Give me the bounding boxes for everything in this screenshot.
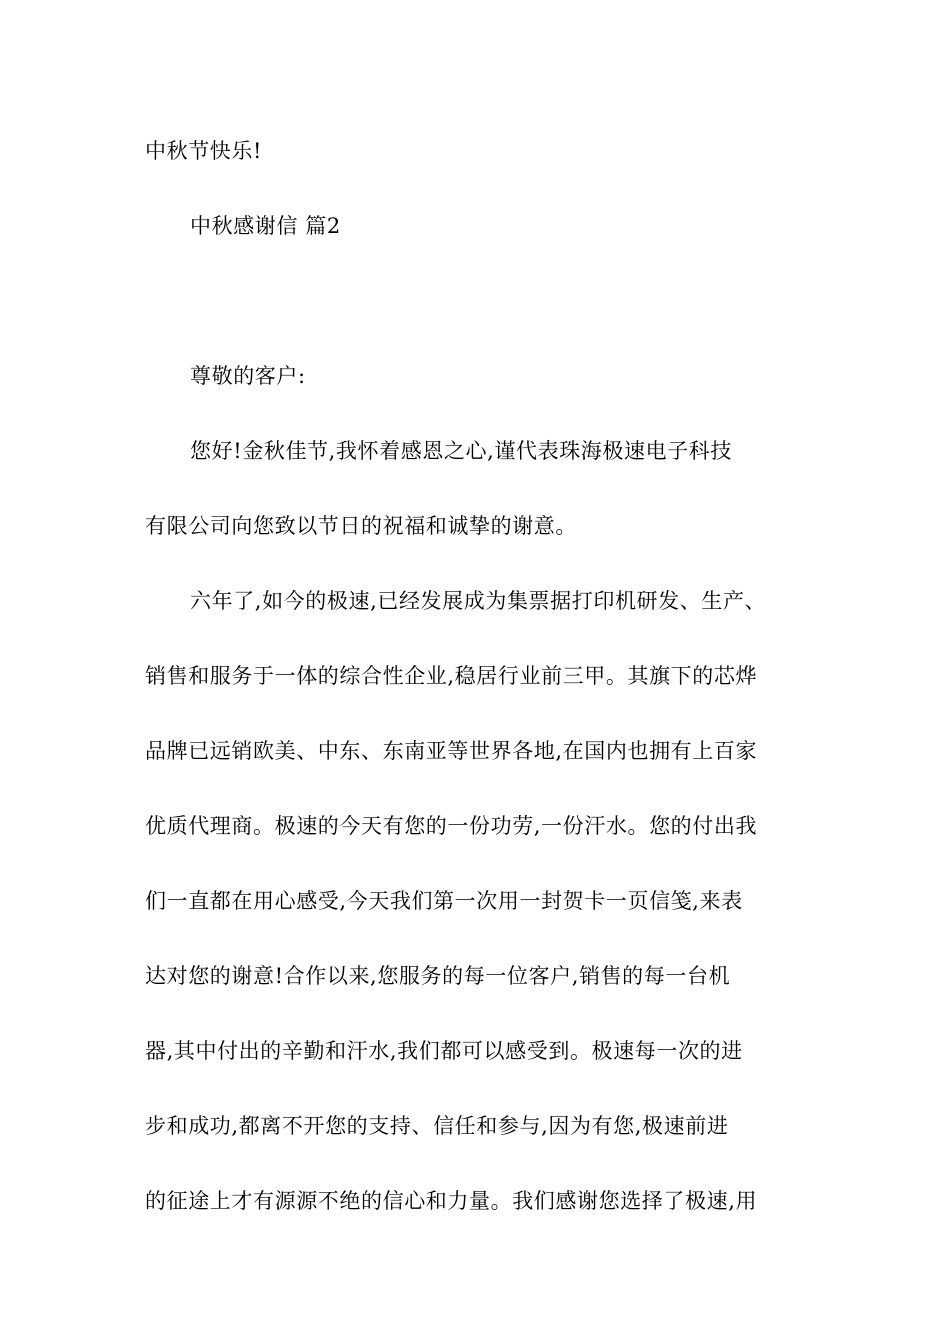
- salutation: 尊敬的客户:: [190, 364, 306, 388]
- body-line: 有限公司向您致以节日的祝福和诚挚的谢意。: [145, 514, 577, 538]
- body-line: 优质代理商。极速的今天有您的一份功劳,一份汗水。您的付出我: [145, 814, 758, 838]
- body-line: 您好!金秋佳节,我怀着感恩之心,谨代表珠海极速电子科技: [190, 439, 732, 463]
- body-line: 器,其中付出的辛勤和汗水,我们都可以感受到。极速每一次的进: [145, 1039, 743, 1063]
- body-line: 六年了,如今的极速,已经发展成为集票据打印机研发、生产、: [190, 589, 767, 613]
- body-line: 的征途上才有源源不绝的信心和力量。我们感谢您选择了极速,用: [145, 1189, 758, 1213]
- closing-line: 中秋节快乐!: [145, 139, 263, 163]
- body-line: 达对您的谢意!合作以来,您服务的每一位客户,销售的每一台机: [145, 964, 731, 988]
- body-line: 步和成功,都离不开您的支持、信任和参与,因为有您,极速前进: [145, 1114, 729, 1138]
- body-line: 们一直都在用心感受,今天我们第一次用一封贺卡一页信笺,来表: [145, 889, 743, 913]
- body-line: 销售和服务于一体的综合性企业,稳居行业前三甲。其旗下的芯烨: [145, 664, 758, 688]
- section-title: 中秋感谢信 篇2: [190, 214, 341, 238]
- body-line: 品牌已远销欧美、中东、东南亚等世界各地,在国内也拥有上百家: [145, 739, 758, 763]
